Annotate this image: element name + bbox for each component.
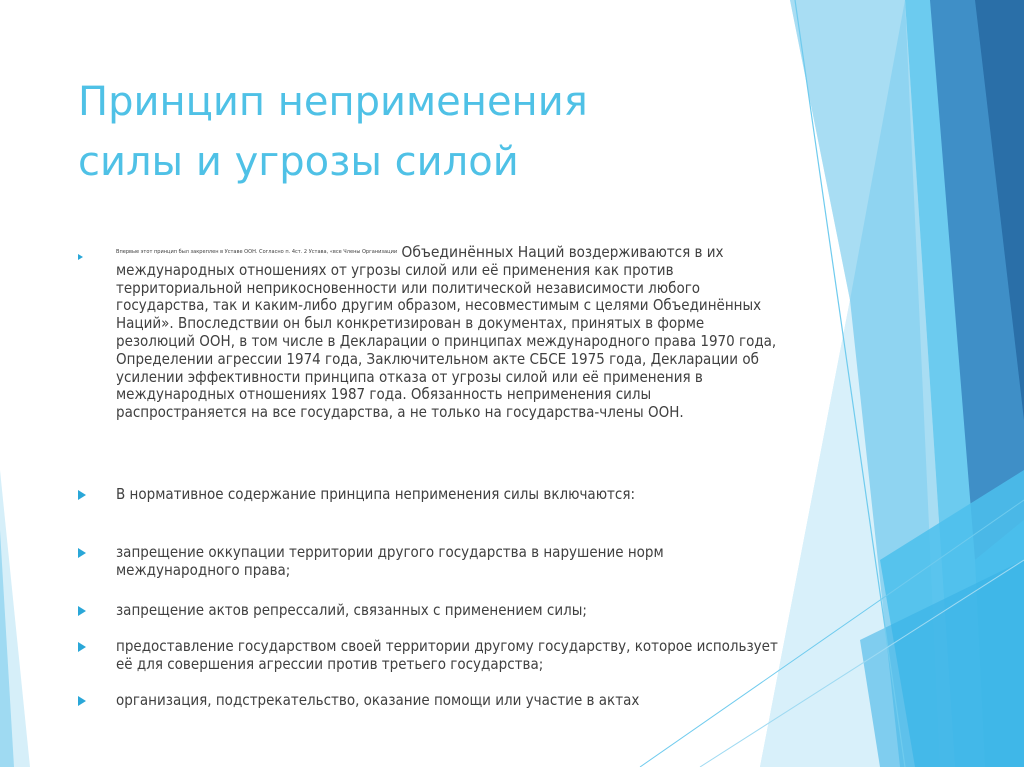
intro-small-prefix: Впервые этот принцип был закреплен в Уставе ООН. Согласно п. 4ст. 2 Устава, «все Члены Организации <box>116 249 398 255</box>
list-item-text: запрещение оккупации территории другого государства в нарушение норм международного права; <box>116 542 664 579</box>
bullet-arrow-icon <box>78 490 86 500</box>
slide-body <box>78 244 778 709</box>
list-item <box>78 543 784 579</box>
list-item-text: предоставление государством своей территории другому государству, которое использует её для совершения агрессии против третьего государства; <box>116 636 778 673</box>
list-item-text: В нормативное содержание принципа неприменения силы включаются: <box>116 484 636 503</box>
intro-lead-in: Объединённых Наций <box>401 243 565 261</box>
bullet-arrow-icon <box>78 548 86 558</box>
list-item <box>78 601 784 619</box>
bullet-arrow-icon <box>78 696 86 706</box>
list-item <box>78 485 784 503</box>
list-item-text: запрещение актов репрессалий, связанных с применением силы; <box>116 600 587 619</box>
slide-title-line-2: силы и угрозы силой <box>78 139 519 185</box>
list-item <box>78 691 784 709</box>
intro-paragraph <box>78 244 784 422</box>
intro-text: воздерживаются в их международных отношениях от угрозы силой или её применения как против территориальной неприкосновенности или политической независимости любого государства, так и каким-либо другим образом, несовместимым с целями Объединённых Наций». Впоследствии он был конкретизирован в документах, принятых в форме резолюций ООН, в том числе в Декларации о принципах международного права 1970 года, Определении агрессии 1974 года, Заключительном акте СБСЕ 1975 года, Декларации об усилении эффективности принципа отказа от угрозы силой или её применения в международных отношениях 1987 года. Обязанность неприменения силы распространяется на все государства, а не только на государства-члены ООН. <box>116 243 777 422</box>
bullet-arrow-icon <box>78 642 86 652</box>
bullet-arrow-icon <box>78 606 86 616</box>
bullet-arrow-icon <box>78 254 83 260</box>
list-item <box>78 637 784 673</box>
slide-title-line-1: Принцип неприменения <box>78 79 588 125</box>
list-item-text: организация, подстрекательство, оказание помощи или участие в актах <box>116 690 640 709</box>
slide-title <box>78 72 718 192</box>
